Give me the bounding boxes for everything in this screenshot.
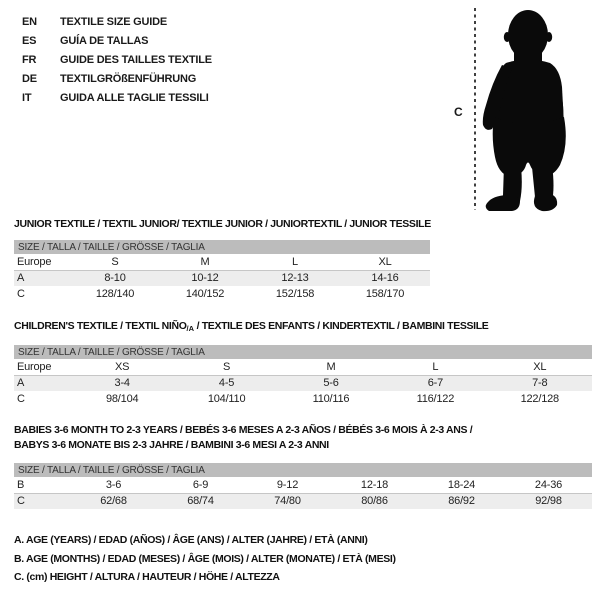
babies-size-header-bar — [14, 463, 592, 477]
table-row — [14, 270, 430, 286]
value-cell: 98/104 — [105, 393, 139, 405]
value-cell: M — [279, 359, 383, 375]
measure-legend — [14, 531, 396, 587]
table-row — [14, 359, 592, 375]
row-label-cell: A — [14, 270, 70, 286]
value-cell: 110/116 — [312, 393, 350, 405]
row-label-cell: C — [14, 493, 70, 509]
value-cell: 14-16 — [340, 270, 430, 286]
value-cell: XL — [340, 254, 430, 270]
table-row — [14, 477, 592, 493]
table-row — [14, 391, 592, 407]
table-row — [14, 286, 430, 302]
size-header-text: SIZE / TALLA / TAILLE / GRÖSSE / TAGLIA — [18, 346, 205, 358]
size-header-text: SIZE / TALLA / TAILLE / GRÖSSE / TAGLIA — [18, 241, 205, 253]
babies-title-line2: BABYS 3-6 MONATE BIS 2-3 JAHRE / BAMBINI 3-6 MESI A 2-3 ANNI — [14, 439, 329, 451]
junior-size-header-bar — [14, 240, 430, 254]
value-cell: 92/98 — [505, 493, 592, 509]
row-label-cell: C — [17, 393, 25, 405]
children-sizes-table — [14, 359, 592, 407]
value-cell: M — [160, 254, 250, 270]
value-cell: 116/122 — [416, 393, 455, 405]
value-cell: 86/92 — [418, 493, 505, 509]
height-dotted-line — [474, 8, 476, 210]
value-cell: S — [174, 359, 278, 375]
row-label-cell: C — [17, 288, 25, 300]
value-cell: 68/74 — [157, 493, 244, 509]
value-cell: XS — [70, 359, 174, 375]
value-cell: 3-6 — [70, 477, 157, 493]
language-code: ES — [22, 35, 37, 47]
value-cell: XL — [488, 359, 592, 375]
language-code: IT — [22, 92, 32, 104]
size-header-text: SIZE / TALLA / TAILLE / GRÖSSE / TAGLIA — [18, 464, 205, 476]
value-cell: 104/110 — [207, 393, 246, 405]
value-cell: 7-8 — [488, 375, 592, 391]
height-measure-label: C — [454, 105, 463, 119]
language-row — [22, 70, 212, 89]
value-cell: 128/140 — [95, 288, 135, 300]
junior-title-text: JUNIOR TEXTILE / TEXTIL JUNIOR/ TEXTILE JUNIOR / JUNIORTEXTIL / JUNIOR TESSILE — [14, 218, 431, 230]
value-cell: 8-10 — [70, 270, 160, 286]
value-cell: S — [70, 254, 160, 270]
value-cell: 140/152 — [185, 288, 225, 300]
junior-sizes-table — [14, 254, 430, 302]
value-cell: 9-12 — [244, 477, 331, 493]
value-cell: 80/86 — [331, 493, 418, 509]
value-cell: L — [250, 254, 340, 270]
language-row — [22, 89, 212, 108]
table-row — [14, 254, 430, 270]
language-title: GUIDA ALLE TAGLIE TESSILI — [60, 92, 209, 104]
language-title: GUÍA DE TALLAS — [60, 35, 149, 47]
value-cell: 4-5 — [174, 375, 278, 391]
baby-height-figure — [440, 0, 600, 220]
baby-silhouette — [480, 5, 598, 212]
value-cell: 24-36 — [505, 477, 592, 493]
row-label-cell: Europe — [14, 254, 70, 270]
legend-line-b: B. AGE (MONTHS) / EDAD (MESES) / ÂGE (MOIS) / ALTER (MONATE) / ETÀ (MESI) — [14, 552, 396, 565]
value-cell: 74/80 — [244, 493, 331, 509]
language-title: TEXTILGRÖßENFÜHRUNG — [60, 73, 197, 85]
language-code: FR — [22, 54, 37, 66]
row-label-cell: B — [14, 477, 70, 493]
language-list — [22, 13, 212, 108]
row-label-cell: Europe — [14, 359, 70, 375]
children-section-title — [14, 319, 488, 336]
children-title-subscript: /A — [186, 324, 195, 333]
value-cell: 18-24 — [418, 477, 505, 493]
value-cell: 6-7 — [383, 375, 487, 391]
value-cell: 12-18 — [331, 477, 418, 493]
value-cell: 10-12 — [160, 270, 250, 286]
value-cell: L — [383, 359, 487, 375]
value-cell: 6-9 — [157, 477, 244, 493]
value-cell: 12-13 — [250, 270, 340, 286]
language-code: EN — [22, 16, 37, 28]
children-size-header-bar — [14, 345, 592, 359]
legend-line-a: A. AGE (YEARS) / EDAD (AÑOS) / ÂGE (ANS) / ALTER (JAHRE) / ETÀ (ANNI) — [14, 534, 368, 546]
junior-section-title — [14, 217, 431, 232]
value-cell: 152/158 — [275, 288, 315, 300]
table-row — [14, 375, 592, 391]
legend-line-c: C. (cm) HEIGHT / ALTURA / HAUTEUR / HÖHE / ALTEZZA — [14, 571, 280, 583]
children-title-prefix: CHILDREN'S TEXTILE / TEXTIL NIÑO — [14, 320, 187, 332]
babies-title-line1: BABIES 3-6 MONTH TO 2-3 YEARS / BEBÉS 3-6 MESES A 2-3 AÑOS / BÉBÉS 3-6 MOIS À 2-3 ANS / — [14, 424, 473, 436]
language-title: TEXTILE SIZE GUIDE — [60, 16, 168, 28]
table-row — [14, 493, 592, 509]
language-title: GUIDE DES TAILLES TEXTILE — [60, 54, 212, 66]
language-row — [22, 13, 212, 32]
children-title-suffix: / TEXTILE DES ENFANTS / KINDERTEXTIL / BAMBINI TESSILE — [194, 320, 489, 332]
value-cell: 3-4 — [70, 375, 174, 391]
babies-section-title — [14, 423, 472, 453]
value-cell: 158/170 — [365, 288, 405, 300]
language-row — [22, 51, 212, 70]
babies-sizes-table — [14, 477, 592, 509]
value-cell: 62/68 — [70, 493, 157, 509]
language-row — [22, 32, 212, 51]
value-cell: 122/128 — [520, 393, 559, 405]
value-cell: 5-6 — [279, 375, 383, 391]
row-label-cell: A — [14, 375, 70, 391]
language-code: DE — [22, 73, 37, 85]
